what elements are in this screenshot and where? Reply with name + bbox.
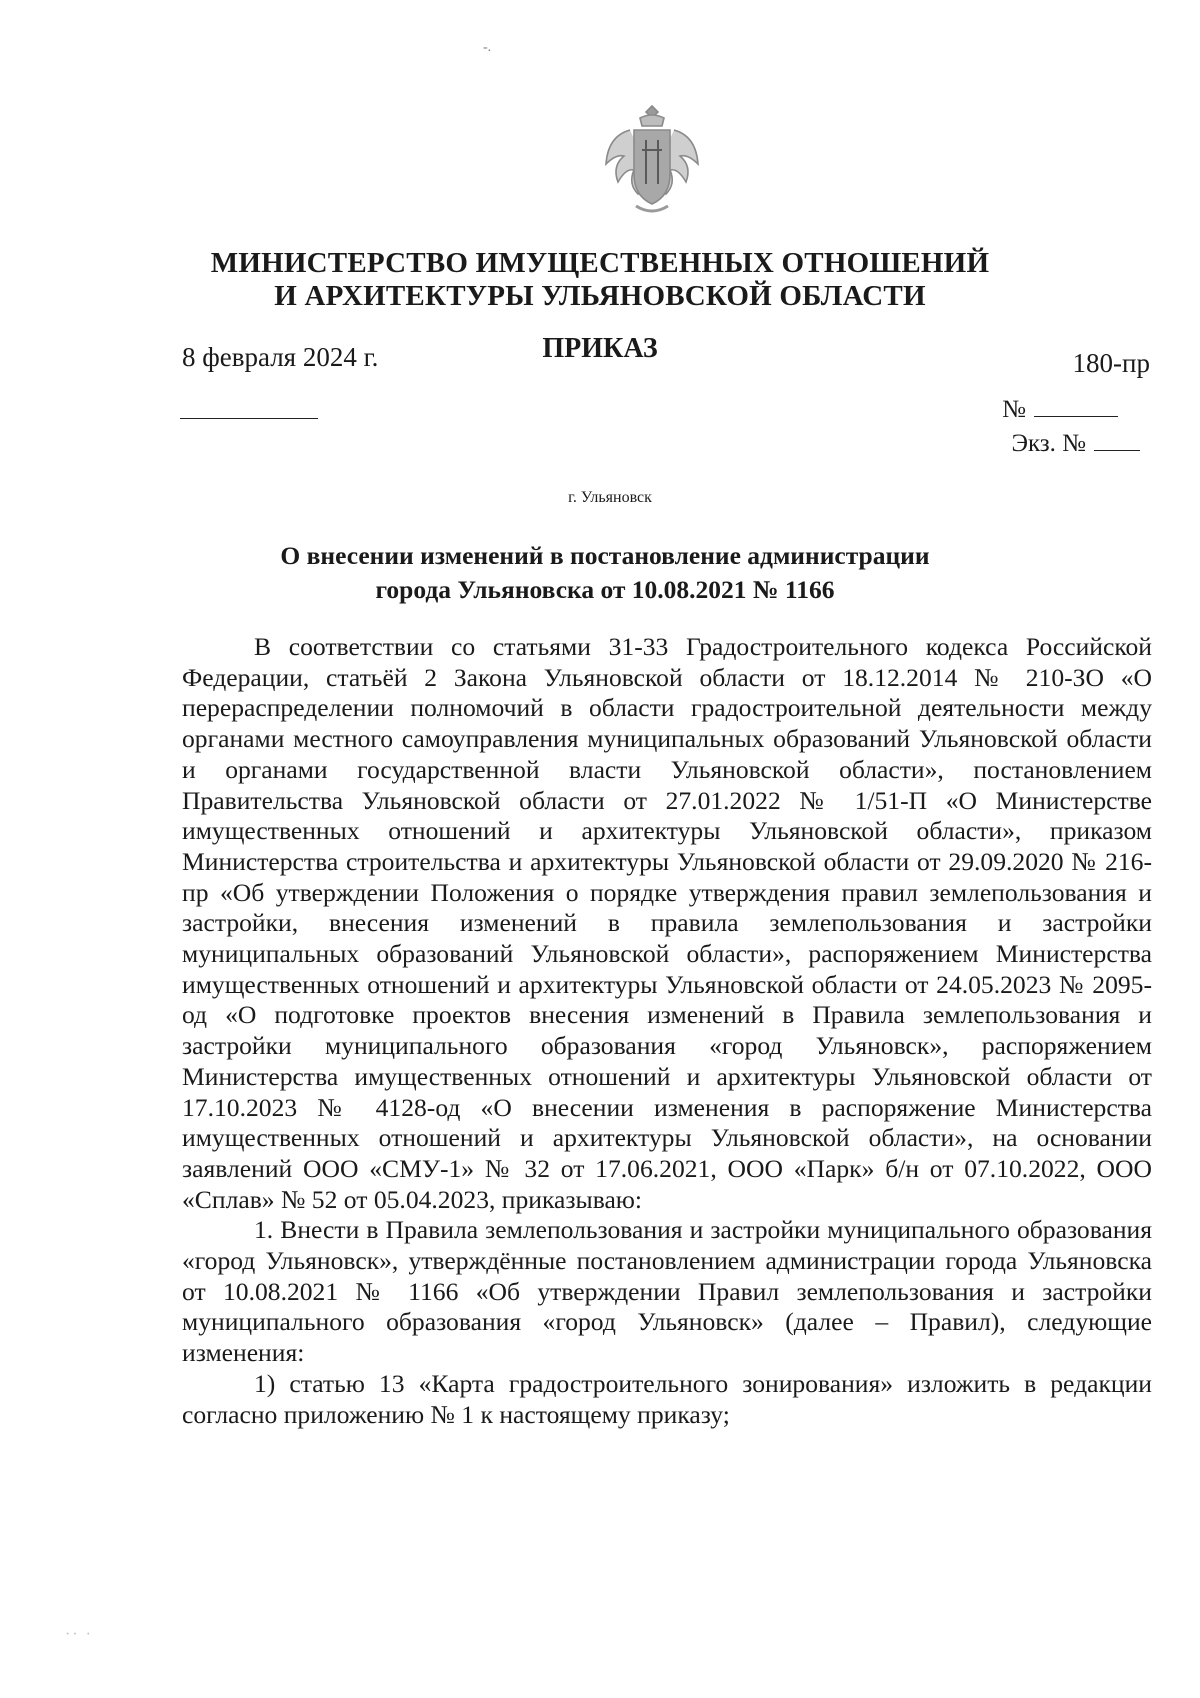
scan-artifact-top: -. bbox=[483, 40, 492, 55]
registration-number-blank bbox=[1034, 396, 1118, 417]
subject-line-2: города Ульяновска от 10.08.2021 № 1166 bbox=[375, 575, 835, 604]
ministry-line-2: И АРХИТЕКТУРЫ УЛЬЯНОВСКОЙ ОБЛАСТИ bbox=[274, 280, 926, 312]
subject-line-1: О внесении изменений в постановление администрации bbox=[280, 541, 930, 570]
item-1-subitem-1-paragraph: 1) статью 13 «Карта градостроительного зонирования» изложить в редакции согласно приложению № 1 к настоящему приказу; bbox=[182, 1368, 1152, 1429]
registration-number-field bbox=[1002, 396, 1118, 424]
copy-number-field bbox=[1011, 430, 1140, 458]
order-subject bbox=[0, 539, 1200, 607]
item-1-paragraph: 1. Внести в Правила землепользования и застройки муниципального образования «город Ульяновск», утверждённые постановлением администрации города Ульяновска от 10.08.2021 № 1166 «Об утверждении Правил землепользования и застройки муниципального образования «город Ульяновск» (далее – Правил), следующие изменения: bbox=[182, 1215, 1152, 1368]
blank-underline bbox=[180, 418, 318, 419]
copy-number-label: Экз. № bbox=[1011, 430, 1086, 457]
order-number: 180-пр bbox=[1072, 348, 1150, 378]
preamble-paragraph: В соответствии со статьями 31-33 Градостроительного кодекса Российской Федерации, статьёй 2 Закона Ульяновской области от 18.12.2014 № 210-ЗО «О перераспределении полномочий в области градостроительной деятельности между органами местного самоуправления муниципальных образований Ульяновской области и органами государственной власти Ульяновской области», постановлением Правительства Ульяновской области от 27.01.2022 № 1/51-П «О Министерстве имущественных отношений и архитектуры Ульяновской области», приказом Министерства строительства и архитектуры Ульяновской области от 29.09.2020 № 216-пр «Об утверждении Положения о порядке утверждения правил землепользования и застройки, внесения изменений в правила землепользования и застройки муниципальных образований Ульяновской области», распоряжением Министерства имущественных отношений и архитектуры Ульяновской области от 24.05.2023 № 2095-од «О подготовке проектов внесения изменений в Правила землепользования и застройки муниципального образования «город Ульяновск», распоряжением Министерства имущественных отношений и архитектуры Ульяновской области от 17.10.2023 № 4128-од «О внесении изменения в распоряжение Министерства имущественных отношений и архитектуры Ульяновской области», на основании заявлений ООО «СМУ-1» № 32 от 17.06.2021, ООО «Парк» б/н от 07.10.2022, ООО «Сплав» № 52 от 05.04.2023, приказываю: bbox=[182, 632, 1152, 1214]
order-date: 8 февраля 2024 г. bbox=[182, 342, 379, 372]
coat-of-arms-icon bbox=[600, 100, 704, 224]
order-body bbox=[182, 632, 1152, 1430]
document-type: ПРИКАЗ bbox=[542, 333, 658, 364]
registration-number-label: № bbox=[1002, 396, 1026, 423]
ministry-name bbox=[0, 247, 1200, 313]
scan-artifact-bottom: ·· · bbox=[65, 1626, 93, 1643]
copy-number-blank bbox=[1094, 430, 1140, 451]
ministry-line-1: МИНИСТЕРСТВО ИМУЩЕСТВЕННЫХ ОТНОШЕНИЙ bbox=[210, 247, 990, 279]
city: г. Ульяновск bbox=[568, 489, 652, 506]
